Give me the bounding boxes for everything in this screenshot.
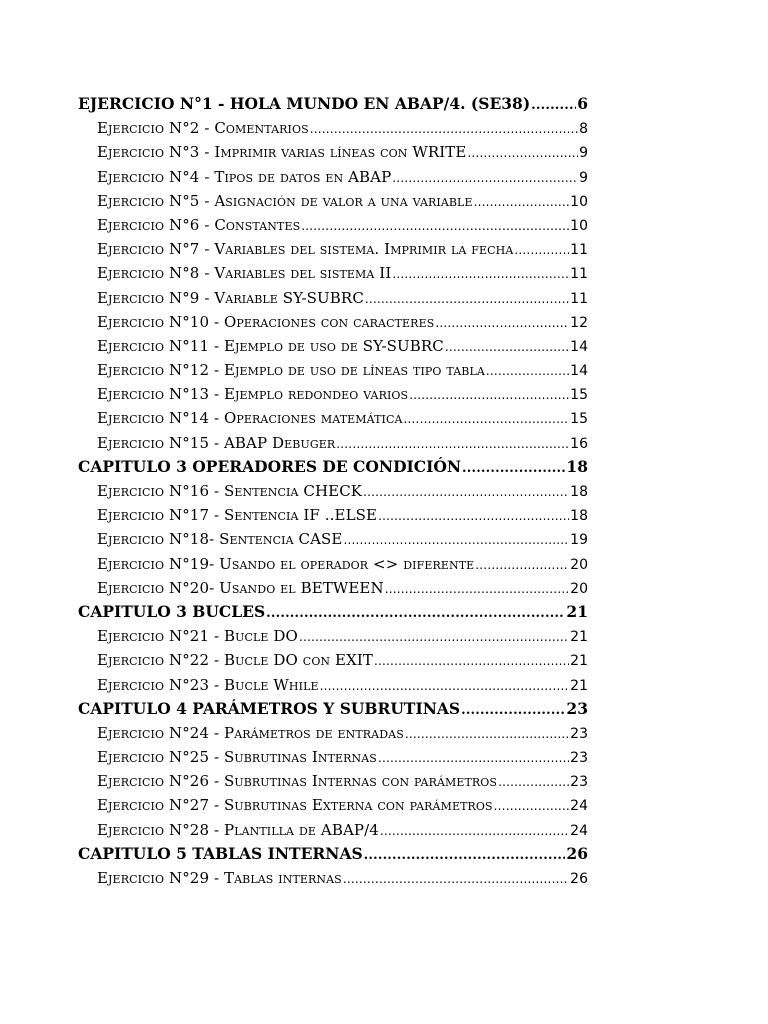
toc-chapter-entry[interactable] (78, 455, 588, 479)
dot-leader (461, 699, 565, 723)
dot-leader (385, 577, 569, 601)
toc-exercise-entry[interactable] (78, 310, 588, 334)
toc-entry-title: Ejercicio N°24 - Parámetros de entradas (97, 723, 404, 742)
toc-exercise-entry[interactable] (78, 818, 588, 842)
dot-leader (363, 480, 569, 504)
toc-exercise-entry[interactable] (78, 552, 588, 576)
dot-leader (343, 528, 569, 552)
dot-leader (301, 214, 569, 238)
toc-page-number: 21 (570, 653, 588, 670)
toc-page-number: 23 (570, 750, 588, 767)
dot-leader (380, 819, 569, 843)
toc-page-number: 26 (566, 843, 588, 863)
toc-exercise-entry[interactable] (78, 165, 588, 189)
toc-entry-title: Ejercicio N°25 - Subrutinas Internas (97, 748, 377, 767)
dot-leader (467, 141, 578, 165)
toc-page-number: 26 (570, 871, 588, 887)
dot-leader (475, 553, 569, 577)
dot-leader (531, 94, 576, 118)
toc-exercise-entry[interactable] (78, 237, 588, 261)
toc-page-number: 23 (566, 698, 588, 718)
toc-exercise-entry[interactable] (78, 116, 588, 140)
toc-page-number: 18 (570, 508, 588, 525)
dot-leader (378, 746, 569, 770)
toc-exercise-entry[interactable] (78, 721, 588, 745)
toc-page-number: 18 (570, 484, 588, 500)
toc-entry-title: Ejercicio N°8 - Variables del sistema II (97, 264, 392, 283)
toc-entry-title: Ejercicio N°4 - Tipos de datos en ABAP (97, 167, 392, 186)
toc-exercise-entry[interactable] (78, 261, 588, 285)
toc-entry-title: Ejercicio N°16 - Sentencia CHECK (97, 482, 363, 500)
toc-page-number: 6 (577, 94, 588, 113)
dot-leader (514, 238, 569, 262)
toc-page-number: 14 (570, 363, 588, 380)
dot-leader (405, 722, 569, 746)
toc-entry-title: Ejercicio N°3 - Imprimir varias líneas con WRITE (97, 143, 467, 162)
toc-exercise-entry[interactable] (78, 406, 588, 430)
toc-entry-title: EJERCICIO N°1 - HOLA MUNDO EN ABAP/4. (SE38) (78, 94, 531, 113)
toc-entry-title: Ejercicio N°11 - Ejemplo de uso de SY-SUBRC (97, 336, 444, 355)
toc-chapter-entry[interactable] (78, 697, 588, 721)
toc-exercise-entry[interactable] (78, 189, 588, 213)
toc-entry-title: Ejercicio N°29 - Tablas internas (97, 869, 342, 887)
dot-leader (462, 457, 565, 481)
table-of-contents (78, 92, 588, 890)
toc-entry-title: Ejercicio N°15 - ABAP Debuger (97, 433, 336, 452)
toc-entry-title: CAPITULO 3 OPERADORES DE CONDICIÓN (78, 456, 462, 476)
toc-exercise-entry[interactable] (78, 769, 588, 793)
toc-page-number: 21 (566, 601, 588, 621)
toc-entry-title: Ejercicio N°10 - Operaciones con caracteres (97, 312, 435, 331)
toc-exercise-entry[interactable] (78, 503, 588, 527)
toc-exercise-entry[interactable] (78, 479, 588, 503)
toc-page-number: 11 (570, 266, 588, 283)
toc-exercise-entry[interactable] (78, 213, 588, 237)
dot-leader (336, 432, 569, 456)
toc-exercise-entry[interactable] (78, 334, 588, 358)
toc-entry-title: Ejercicio N°22 - Bucle DO con EXIT (97, 651, 373, 670)
toc-page-number: 11 (570, 242, 588, 259)
toc-entry-title: Ejercicio N°12 - Ejemplo de uso de líneas tipo tabla (97, 361, 485, 380)
toc-exercise-entry[interactable] (78, 358, 588, 382)
toc-exercise-entry[interactable] (78, 793, 588, 817)
toc-entry-title: Ejercicio N°9 - Variable SY-SUBRC (97, 288, 364, 307)
toc-entry-title: Ejercicio N°13 - Ejemplo redondeo varios (97, 385, 409, 404)
toc-entry-title: CAPITULO 4 PARÁMETROS Y SUBRUTINAS (78, 698, 461, 718)
toc-entry-title: Ejercicio N°20- Usando el BETWEEN (97, 578, 384, 597)
toc-exercise-entry[interactable] (78, 745, 588, 769)
toc-exercise-entry[interactable] (78, 140, 588, 164)
dot-leader (392, 166, 578, 190)
toc-entry-title: Ejercicio N°18- Sentencia CASE (97, 530, 343, 549)
toc-page-number: 14 (570, 338, 588, 355)
toc-page-number: 9 (579, 145, 588, 162)
dot-leader (435, 311, 569, 335)
toc-entry-title: Ejercicio N°6 - Constantes (97, 215, 301, 234)
dot-leader (498, 770, 569, 794)
toc-page-number: 8 (579, 121, 588, 138)
toc-page-number: 15 (570, 411, 588, 428)
toc-entry-title: CAPITULO 5 TABLAS INTERNAS (78, 843, 363, 863)
toc-page-number: 12 (570, 314, 588, 331)
toc-page-number: 23 (570, 774, 588, 791)
dot-leader (474, 190, 570, 214)
toc-exercise-entry[interactable] (78, 286, 588, 310)
toc-entry-title: Ejercicio N°28 - Plantilla de ABAP/4 (97, 820, 379, 839)
toc-page-number: 15 (570, 387, 588, 404)
toc-exercise-entry[interactable] (78, 576, 588, 600)
toc-entry-title: Ejercicio N°14 - Operaciones matemática (97, 409, 403, 428)
dot-leader (364, 844, 566, 868)
toc-entry-title: Ejercicio N°17 - Sentencia IF ..ELSE (97, 506, 378, 525)
dot-leader (378, 504, 569, 528)
toc-entry-title: Ejercicio N°21 - Bucle DO (97, 627, 298, 646)
dot-leader (494, 794, 570, 818)
toc-entry-title: Ejercicio N°27 - Subrutinas Externa con parámetros (97, 796, 493, 815)
toc-page-number: 24 (570, 822, 588, 839)
toc-exercise-entry[interactable] (78, 648, 588, 672)
toc-chapter-entry[interactable] (78, 842, 588, 866)
dot-leader (320, 674, 570, 698)
toc-page-number: 10 (570, 217, 588, 234)
toc-exercise-entry[interactable] (78, 382, 588, 406)
toc-exercise-entry[interactable] (78, 527, 588, 551)
dot-leader (310, 117, 578, 141)
toc-entry-title: Ejercicio N°2 - Comentarios (97, 119, 309, 138)
toc-exercise-entry[interactable] (78, 624, 588, 648)
toc-entry-title: Ejercicio N°7 - Variables del sistema. Imprimir la fecha (97, 240, 514, 259)
toc-page-number: 21 (570, 677, 588, 694)
toc-page-number: 9 (579, 169, 588, 186)
toc-entry-title: Ejercicio N°26 - Subrutinas Internas con parámetros (97, 772, 498, 791)
dot-leader (365, 287, 569, 311)
toc-exercise-entry[interactable] (78, 673, 588, 697)
dot-leader (445, 335, 569, 359)
dot-leader (343, 867, 569, 891)
toc-entry-title: CAPITULO 3 BUCLES (78, 601, 266, 621)
toc-entry-title: Ejercicio N°19- Usando el operador <> diferente (97, 554, 475, 573)
toc-page-number: 21 (570, 629, 588, 646)
toc-entry-title: Ejercicio N°23 - Bucle While (97, 675, 319, 694)
dot-leader (409, 383, 569, 407)
dot-leader (486, 359, 569, 383)
toc-page-number: 10 (570, 193, 588, 210)
dot-leader (266, 602, 565, 626)
dot-leader (392, 262, 569, 286)
dot-leader (404, 407, 570, 431)
toc-page-number: 23 (570, 725, 588, 742)
toc-exercise-entry[interactable] (78, 866, 588, 890)
toc-page-number: 20 (570, 580, 588, 597)
toc-page-number: 16 (570, 435, 588, 452)
toc-chapter-entry[interactable] (78, 600, 588, 624)
toc-exercise-entry[interactable] (78, 431, 588, 455)
toc-page-number: 18 (566, 456, 588, 476)
toc-page-number: 20 (570, 556, 588, 573)
toc-page-number: 11 (570, 290, 588, 307)
toc-entry-title: Ejercicio N°5 - Asignación de valor a una variable (97, 191, 473, 210)
dot-leader (374, 649, 569, 673)
toc-page-number: 24 (570, 798, 588, 815)
dot-leader (299, 625, 569, 649)
toc-page-number: 19 (570, 532, 588, 549)
toc-chapter-entry[interactable] (78, 92, 588, 116)
